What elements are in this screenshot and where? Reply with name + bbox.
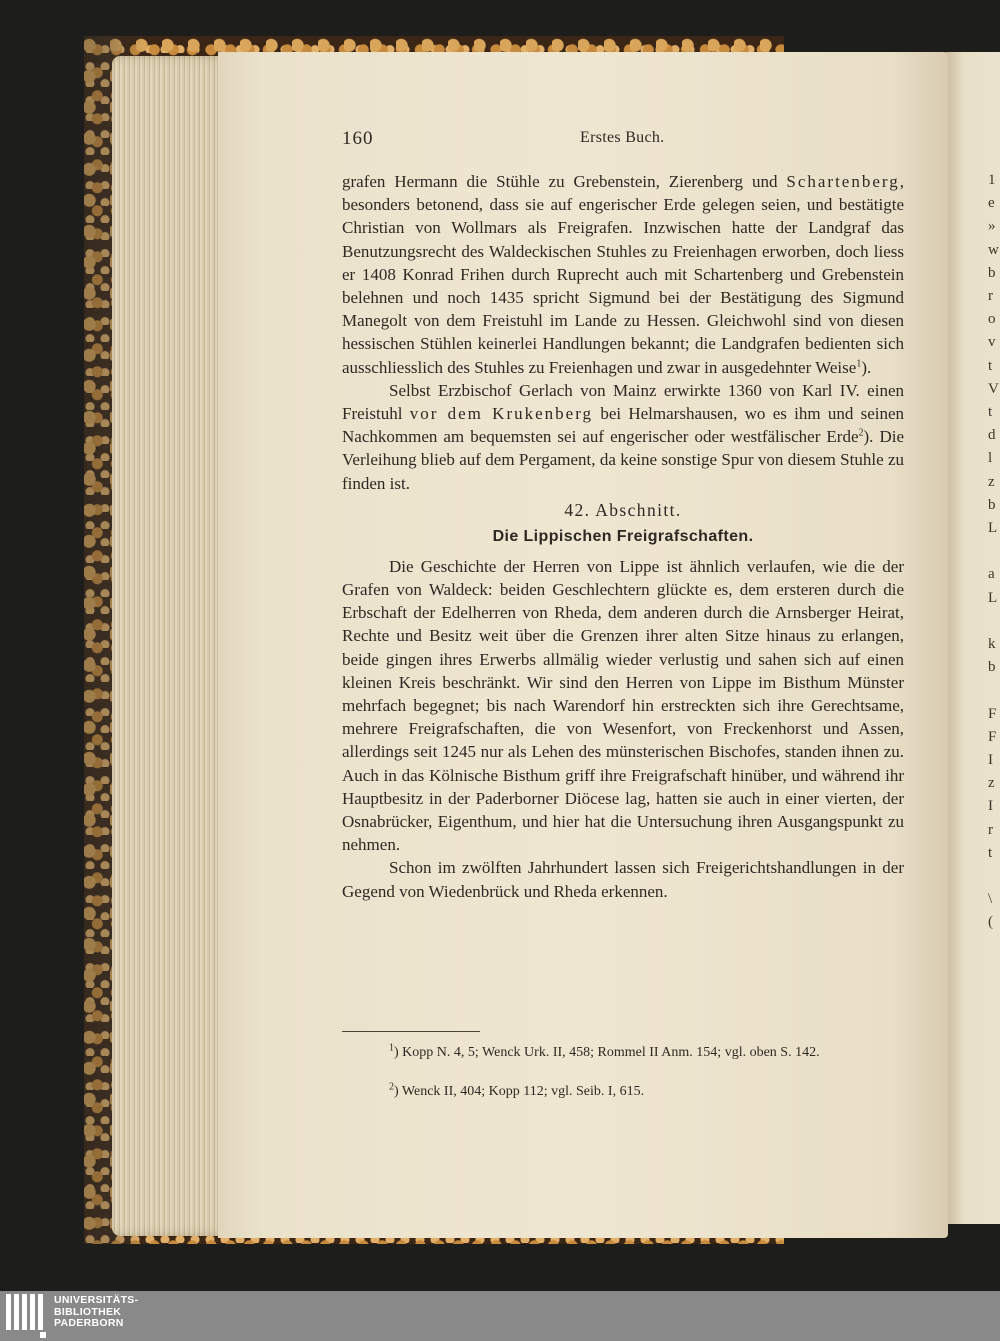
facing-page-fragment: e <box>988 195 995 212</box>
section-number: 42. Abschnitt. <box>564 499 682 520</box>
footnote-mark: 1 <box>389 1042 394 1054</box>
library-name-line: UNIVERSITÄTS- <box>54 1294 139 1306</box>
facing-page-fragment: I <box>988 798 993 815</box>
spaced-text: Schartenberg <box>786 172 900 191</box>
library-name-line: BIBLIOTHEK <box>54 1305 122 1318</box>
text-run: ). <box>861 357 872 377</box>
facing-page-fragment: z <box>988 775 995 792</box>
facing-page-fragment: t <box>988 844 993 861</box>
footnote-mark: 2 <box>389 1081 394 1093</box>
footnote-text: ) Kopp N. 4, 5; Wenck Urk. II, 458; Rommel II Anm. 154; vgl. oben S. 142. <box>394 1045 820 1060</box>
facing-page-fragment: k <box>988 636 996 652</box>
body-text <box>342 170 904 903</box>
facing-page-fragment: w <box>988 241 999 258</box>
facing-page-fragment: z <box>988 473 995 490</box>
footnote <box>342 1043 904 1063</box>
facing-page-fragment: 1 <box>988 172 996 188</box>
facing-page-fragment: F <box>988 728 997 745</box>
footnote <box>342 1082 904 1102</box>
spaced-text: vor dem Krukenberg <box>409 404 594 424</box>
facing-page-fragment: a <box>988 566 995 583</box>
facing-page-fragment: » <box>988 218 996 235</box>
facing-page-fragment: v <box>988 334 996 351</box>
facing-page-fragment: L <box>988 589 998 606</box>
library-name <box>54 1295 138 1330</box>
facing-page-fragment: \ <box>988 891 993 908</box>
facing-page-fragment: o <box>988 311 996 328</box>
running-head <box>342 128 904 152</box>
text-run: , besonders betonend, dass sie auf engerischer Erde gelegen seien, und bestätigte Christian von Wollmars als Freigrafen. Inzwischen hatte der Landgraf das Benutzungsrecht des Waldeckischen Stuhles zu Freienhagen erworben, doch liess er 1408 Konrad Frihen durch Ruprecht auch mit Schartenberg und Grebenstein belehnen und noch 1435 spricht Sigmund bei der Bestätigung des Sigmund Manegolt von dem Freistuhl im Lande zu Hessen. Gleichwohl sind von diesen hessischen Stühlen keinerlei Handlungen bekannt; die Landgrafen bedienten sich ausschliesslich des Stuhles zu Freienhagen und zwar in ausgedehnter Weise <box>342 172 904 377</box>
footnote-ref: 2 <box>858 427 864 439</box>
footnote-rule <box>342 1031 480 1032</box>
facing-page-fragment: b <box>988 496 996 513</box>
paragraph: Die Geschichte der Herren von Lippe ist ähnlich verlaufen, wie die der Grafen von Waldeck: beiden Geschlechtern glückte es, dem ersteren durch die Erbschaft der Edelherren von Rheda, dem anderen durch die Arnsberger Heirat, Rechte und Besitz weit über die Grenzen ihrer alten Sitze hinaus zu erlangen, beide gingen ihres Erwerbs allmälig wieder verlustig und sahen sich auf einen kleinen Kreis beschränkt. Wir sind den Herren von Lippe im Bisthum Münster mehrfach begegnet; bis nach Warendorf hin erstreckten sich ihre Gerechtsame, mehrere Freigrafschaften, die von Wesenfort, von Freckenhorst und Assen, allerdings seit 1245 nur als Lehen des münsterischen Bischofes, standen ihnen zu. Auch in das Kölnische Bisthum griff ihre Freigrafschaft hinüber, und während ihr Hauptbesitz in der Paderborner Diöcese lag, hatten sie auch in einer vierten, der Osnabrücker, Eigenthum, und hier hat die Untersuchung ihren Ausgangspunkt zu nehmen. <box>342 556 904 855</box>
text-run: Selbst Erzbischof Gerlach von Mainz erwirkte 1360 von Karl IV. einen Freistuhl <box>342 380 904 424</box>
facing-page-fragment: t <box>988 404 993 420</box>
library-logo-icon <box>6 1294 46 1338</box>
library-name-line: PADERBORN <box>54 1317 124 1329</box>
facing-page-fragment: t <box>988 357 993 374</box>
facing-page-fragment: d <box>988 427 996 444</box>
facing-page-fragment: r <box>988 821 993 838</box>
facing-page-fragment: b <box>988 264 996 281</box>
footnote-text: ) Wenck II, 404; Kopp 112; vgl. Seib. I, 615. <box>394 1084 645 1099</box>
facing-page-fragment: r <box>988 288 993 304</box>
text-run: bei Helmarshausen, wo es ihm und seinen Nachkommen am bequemsten sei auf engerischer oder westfälischer Erde <box>342 404 905 447</box>
footnote-ref: 1 <box>856 357 862 369</box>
library-footer <box>0 1291 1000 1341</box>
facing-page-fragment: ( <box>988 914 993 931</box>
facing-page-fragment: L <box>988 520 998 536</box>
facing-page-fragment: I <box>988 752 993 768</box>
facing-page-fragment: l <box>988 450 993 467</box>
facing-page-fragment: F <box>988 705 997 722</box>
text-run: grafen Hermann die Stühle zu Grebenstein, Zierenberg und <box>342 172 787 191</box>
section-title: Die Lippischen Freigrafschaften. <box>492 527 754 545</box>
paragraph <box>342 379 904 495</box>
facing-page-fragment: b <box>988 659 996 676</box>
page-number: 160 <box>342 128 374 149</box>
paragraph <box>342 170 904 379</box>
facing-page-fragment: V <box>988 380 999 397</box>
paragraph: Schon im zwölften Jahrhundert lassen sich Freigerichtshandlungen in der Gegend von Wiedenbrück und Rheda erkennen. <box>342 858 904 901</box>
text-run: ). Die Verleihung blieb auf dem Pergament, da keine sonstige Spur von diesem Stuhle zu finden ist. <box>342 427 904 493</box>
running-title: Erstes Buch. <box>580 129 665 146</box>
page-edges <box>112 56 228 1236</box>
